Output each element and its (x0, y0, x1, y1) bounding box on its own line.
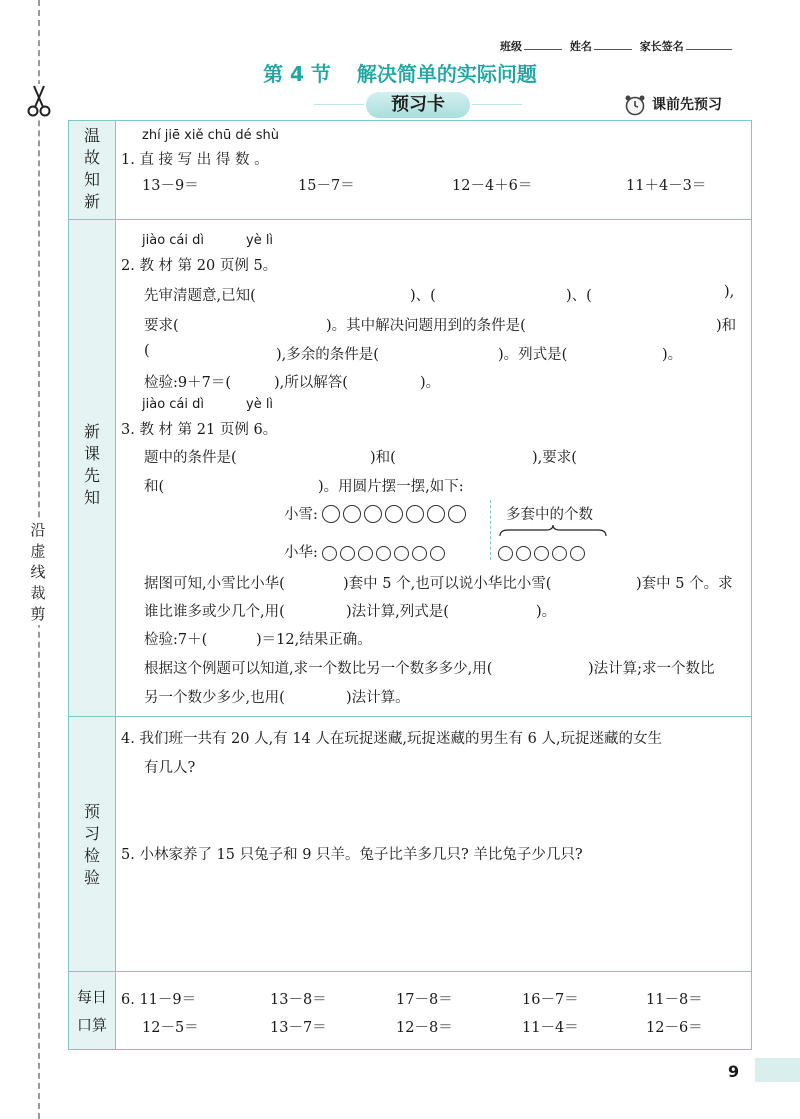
q5-answer-area[interactable] (120, 870, 740, 965)
extra-disc (552, 546, 567, 561)
q1-item: 15－7＝ (298, 178, 355, 194)
q4-answer-area[interactable] (120, 785, 740, 835)
q3-text: )法计算。 (346, 690, 410, 706)
cut-instruction: 沿 虚 线 裁 剪 (26, 520, 50, 625)
q3-text: )和( (370, 450, 396, 466)
q3-text: )法计算,列式是( (346, 604, 449, 620)
q2-instruction: 2. 教 材 第 20 页例 5。 (121, 258, 278, 274)
page-title: 第 4 节 解决简单的实际问题 (263, 62, 537, 86)
xiaoxue-label: 小雪: (284, 507, 318, 523)
q6-item: 11－8＝ (646, 992, 703, 1008)
extra-disc (498, 546, 513, 561)
xiaoxue-disc (343, 505, 361, 523)
q3-pinyin: yè lì (246, 397, 274, 412)
row-divider (69, 219, 751, 220)
row-divider (69, 716, 751, 717)
scissors-icon (24, 84, 54, 118)
q3-text: )套中 5 个,也可以说小华比小雪( (343, 576, 552, 592)
xiaohua-disc (430, 546, 445, 561)
q3-text: 据图可知,小雪比小华( (144, 576, 285, 592)
q2-text: ( (144, 343, 150, 359)
q3-text: 检验:7＋( (144, 632, 208, 648)
q3-text: )＝12,结果正确。 (256, 632, 372, 648)
xiaoxue-disc (385, 505, 403, 523)
q5-question: 5. 小林家养了 15 只兔子和 9 只羊。兔子比羊多几只? 羊比兔子少几只? (121, 847, 583, 863)
q3-text: 谁比谁多或少几个,用( (144, 604, 285, 620)
q2-text: )。列式是( (498, 347, 568, 363)
q2-text: )、( (566, 288, 592, 304)
brace-icon (498, 524, 608, 538)
name-label: 姓名 (569, 40, 592, 53)
q2-text: )和 (716, 318, 737, 334)
q4-question: 4. 我们班一共有 20 人,有 14 人在玩捉迷藏,玩捉迷藏的男生有 6 人,玩捉迷藏的女生 (121, 731, 663, 747)
section-label-daily-math: 每日 口算 (76, 988, 107, 1034)
extra-discs (498, 543, 585, 562)
q1-instruction: 1. 直 接 写 出 得 数 。 (121, 152, 269, 168)
q6-item: 17－8＝ (396, 992, 453, 1008)
clock-icon (624, 94, 646, 116)
q2-text: )。其中解决问题用到的条件是( (326, 318, 526, 334)
preview-badge: 课前先预习 (624, 94, 722, 116)
q2-text: ), (724, 284, 735, 300)
q1-item: 13－9＝ (142, 178, 199, 194)
extra-disc (534, 546, 549, 561)
q1-item: 12－4＋6＝ (452, 178, 533, 194)
q2-text: )、( (410, 288, 436, 304)
q3-text: 题中的条件是( (144, 450, 237, 466)
xiaoxue-disc (406, 505, 424, 523)
xiaohua-disc (322, 546, 337, 561)
q6-item: 13－7＝ (270, 1020, 327, 1036)
page-number-bar (755, 1058, 800, 1082)
q3-text: )。用圆片摆一摆,如下: (318, 479, 464, 495)
extra-count-label: 多套中的个数 (506, 507, 593, 523)
q6-item: 12－6＝ (646, 1020, 703, 1036)
xiaoxue-disc (322, 505, 340, 523)
page-number: 9 (728, 1062, 740, 1081)
section-label-new-lesson: 新 课 先 知 (83, 422, 100, 507)
q6-item: 12－5＝ (142, 1020, 199, 1036)
q6-item: 13－8＝ (270, 992, 327, 1008)
card-label: 预习卡 (366, 92, 470, 118)
q3-text: 和( (144, 479, 165, 495)
q3-instruction: 3. 教 材 第 21 页例 6。 (121, 422, 278, 438)
parent-sign-field[interactable] (686, 49, 732, 50)
xiaohua-disc (394, 546, 409, 561)
q1-item: 11＋4－3＝ (626, 178, 707, 194)
extra-disc (570, 546, 585, 561)
xiaohua-disc (358, 546, 373, 561)
class-label: 班级 (500, 40, 522, 53)
name-field[interactable] (594, 49, 632, 50)
q3-text: )套中 5 个。求 (636, 576, 733, 592)
xiaohua-disc (340, 546, 355, 561)
q2-text: )。 (662, 347, 683, 363)
xiaohua-label: 小华: (284, 545, 318, 561)
q3-text: )。 (536, 604, 557, 620)
q3-pinyin: jiào cái dì (142, 397, 204, 412)
xiaoxue-discs (322, 503, 466, 523)
section-label-preview-check: 预 习 检 验 (83, 802, 100, 887)
q4-question-cont: 有几人? (144, 760, 196, 776)
q1-pinyin: zhí jiē xiě chū dé shù (142, 128, 279, 143)
xiaohua-disc (376, 546, 391, 561)
q2-pinyin: yè lì (246, 233, 274, 248)
xiaoxue-disc (364, 505, 382, 523)
extra-disc (516, 546, 531, 561)
q2-text: 要求( (144, 318, 179, 334)
xiaoxue-disc (448, 505, 466, 523)
row-divider (69, 971, 751, 972)
q3-text: 根据这个例题可以知道,求一个数比另一个数多多少,用( (144, 661, 493, 677)
parent-sign-label: 家长签名 (639, 40, 684, 53)
q2-text: ),所以解答( (274, 375, 348, 391)
q2-text: 检验:9＋7＝( (144, 375, 231, 391)
q3-text: )法计算;求一个数比 (588, 661, 715, 677)
q3-text: 另一个数少多少,也用( (144, 690, 285, 706)
q6-item: 12－8＝ (396, 1020, 453, 1036)
q3-text: ),要求( (532, 450, 577, 466)
q6-item: 6. 11－9＝ (121, 992, 197, 1008)
q2-text: ),多余的条件是( (276, 347, 379, 363)
q2-pinyin: jiào cái dì (142, 233, 204, 248)
q6-item: 11－4＝ (522, 1020, 579, 1036)
section-label-review: 温 故 知 新 (83, 126, 100, 211)
xiaohua-discs (322, 543, 445, 562)
xiaohua-disc (412, 546, 427, 561)
divider-line (490, 500, 491, 560)
q2-text: 先审清题意,已知( (144, 288, 256, 304)
student-info-fields (500, 38, 736, 54)
class-field[interactable] (524, 49, 562, 50)
q2-text: )。 (420, 375, 441, 391)
xiaoxue-disc (427, 505, 445, 523)
section-label-column (69, 121, 116, 1049)
q6-item: 16－7＝ (522, 992, 579, 1008)
